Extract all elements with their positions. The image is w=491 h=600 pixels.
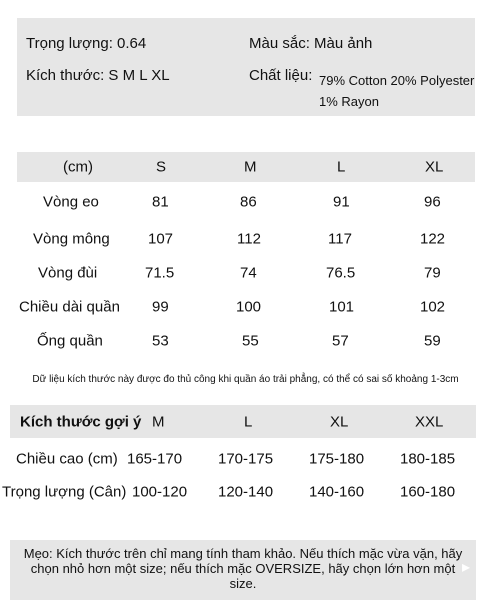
header-l: L (337, 158, 346, 176)
cell-l: 170-175 (218, 450, 274, 467)
header-l: L (244, 413, 253, 430)
cell-m: 86 (240, 193, 257, 211)
row-label: Chiều dài quần (19, 298, 120, 316)
cell-xl: 102 (420, 298, 446, 316)
cell-xl: 122 (420, 230, 446, 248)
cell-xxl: 180-185 (400, 450, 456, 467)
cell-m: 165-170 (127, 450, 183, 467)
size-tip-box (10, 540, 476, 600)
size-table-header (17, 152, 475, 182)
cell-m: 100 (236, 298, 262, 316)
material-value-text: 79% Cotton 20% Polyester 1% Rayon (319, 73, 475, 109)
cell-s: 81 (152, 193, 169, 211)
product-info-box (17, 18, 475, 116)
color-label: Màu sắc: Màu ảnh (249, 35, 373, 52)
row-label: Chiều cao (cm) (16, 450, 118, 467)
header-xl: XL (425, 158, 444, 176)
recommended-title: Kích thước gợi ý (20, 413, 142, 430)
cell-s: 53 (152, 332, 169, 350)
cell-xl: 59 (424, 332, 441, 350)
cell-l: 120-140 (218, 483, 274, 500)
weight-label: Trọng lượng: 0.64 (26, 35, 147, 52)
size-label: Kích thước: S M L XL (26, 67, 170, 84)
header-xxl: XXL (415, 413, 444, 430)
material-prefix: Chất liệu: (249, 67, 313, 84)
header-m: M (244, 158, 257, 176)
recommended-size-table (2, 405, 476, 508)
row-label: Trọng lượng (Cân) (2, 483, 127, 500)
row-label: Ống quần (37, 332, 103, 350)
cell-s: 71.5 (145, 264, 175, 282)
row-label: Vòng mông (33, 230, 110, 248)
recommended-size-header (10, 405, 476, 438)
header-m: M (152, 413, 165, 430)
cell-xl: 175-180 (309, 450, 365, 467)
material-label (249, 67, 312, 85)
table-row (17, 222, 475, 256)
size-table (17, 152, 475, 358)
cell-l: 76.5 (326, 264, 356, 282)
table-row (17, 256, 475, 290)
cell-xl: 79 (424, 264, 441, 282)
cell-m: 100-120 (132, 483, 188, 500)
cell-s: 107 (148, 230, 174, 248)
cell-s: 99 (152, 298, 169, 316)
cell-l: 117 (328, 230, 352, 248)
cell-xl: 96 (424, 193, 441, 211)
cell-l: 101 (329, 298, 355, 316)
table-row (2, 475, 476, 508)
header-unit: (cm) (63, 158, 93, 176)
cell-m: 55 (242, 332, 259, 350)
size-tip-text: Mẹo: Kích thước trên chỉ mang tính tham khảo. Nếu thích mặc vừa vặn, hãy chọn nhỏ hơn một size; nếu thích mặc OVERSIZE, hãy chọn lớn hơn một size. (23, 546, 463, 591)
cell-xxl: 160-180 (400, 483, 456, 500)
material-value (319, 70, 475, 112)
header-xl: XL (330, 413, 349, 430)
cell-l: 91 (333, 193, 350, 211)
row-label: Vòng eo (43, 193, 99, 211)
table-row (17, 324, 475, 358)
table-row (17, 182, 475, 222)
table-row (17, 290, 475, 324)
cell-m: 74 (240, 264, 257, 282)
row-label: Vòng đùi (38, 264, 98, 282)
table-row (10, 442, 476, 475)
cell-xl: 140-160 (309, 483, 365, 500)
cell-l: 57 (332, 332, 349, 350)
measurement-note: Dữ liệu kích thước này được đo thủ công khi quần áo trải phẳng, có thể có sai số khoảng 1-3cm (32, 374, 459, 385)
chevron-right-icon: ▸ (461, 559, 470, 576)
cell-m: 112 (237, 230, 261, 248)
header-s: S (156, 158, 167, 176)
